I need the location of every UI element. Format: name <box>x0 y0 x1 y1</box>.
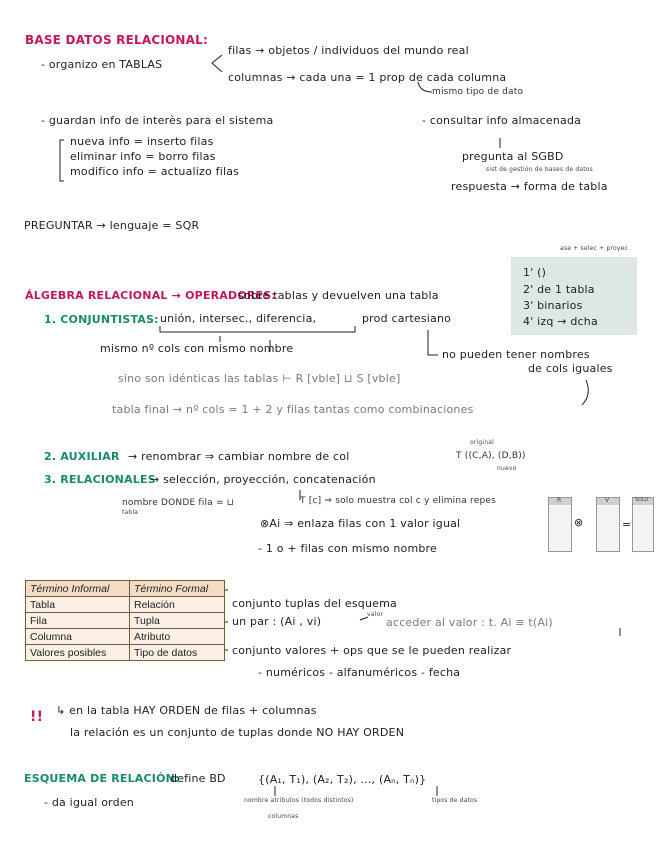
box-item: 1' () <box>523 266 547 279</box>
respuesta-text: respuesta → forma de tabla <box>451 180 608 193</box>
nuevo-note: nuevo <box>497 465 517 472</box>
mini-label: V <box>605 497 610 504</box>
relacionales-label: 3. RELACIONALES <box>44 473 156 486</box>
no-pueden-text: no pueden tener nombres <box>442 348 590 361</box>
filas-text: filas → objetos / individuos del mundo real <box>228 44 469 57</box>
auxiliar-label: 2. AUXILIAR <box>44 450 120 463</box>
renombrar-formula: T ((C,A), (D,B)) <box>456 451 526 461</box>
nombre-donde-text: nombre DONDE fila = ⊔ <box>122 498 234 508</box>
box-item: 3' binarios <box>523 299 583 312</box>
filas-mismo-text: - 1 o + filas con mismo nombre <box>258 542 437 555</box>
warning-line-2: la relación es un conjunto de tuplas donde NO HAY ORDEN <box>70 726 405 739</box>
box-item: 4' izq → dcha <box>523 315 598 328</box>
preguntar-text: PREGUNTAR → lenguaje = SQR <box>24 219 200 232</box>
original-note: original <box>470 439 495 446</box>
columnas-note: columnas <box>268 813 299 820</box>
tipo-datos-note: conjunto valores + ops que se le pueden realizar <box>232 644 512 657</box>
relacionales-text: → selección, proyección, concatenación <box>150 473 376 486</box>
operator-order-box <box>511 257 637 335</box>
nombre-atributos-note: nombre atributos (todos distintos) <box>244 797 354 804</box>
table-cell: Valores posibles <box>26 645 130 661</box>
interest-text: - guardan info de interès para el sistema <box>41 114 274 127</box>
mismo-tipo-text: mismo tipo de dato <box>432 87 524 97</box>
esquema-label: ESQUEMA DE RELACIÓN: <box>24 772 180 785</box>
box-item: 2' de 1 tabla <box>523 283 595 296</box>
box-note: ase + selec + proyec <box>560 245 629 252</box>
mini-label: SOLU <box>635 497 649 503</box>
mini-table-solu <box>632 497 654 552</box>
table-header-row <box>26 581 225 597</box>
esquema-orden: - da igual orden <box>44 796 134 809</box>
esquema-formula: {(A₁, T₁), (A₂, T₂), ..., (Aₙ, Tₙ)} <box>258 773 427 786</box>
table-cell: Fila <box>26 613 130 629</box>
page-title: BASE DATOS RELACIONAL: <box>25 33 208 47</box>
table-header: Término Informal <box>26 581 130 597</box>
mini-table-v <box>596 497 620 552</box>
modifico-info-text: modifico info = actualizo filas <box>70 165 240 178</box>
acceder-note: acceder al valor : t. Ai ≡ t(Ai) <box>386 616 553 629</box>
table-row <box>26 613 225 629</box>
consultar-text: - consultar info almacenada <box>422 114 582 127</box>
mini-label: R <box>557 497 562 504</box>
table-row <box>26 597 225 613</box>
mismo-cols-text: mismo nº cols con mismo nombre <box>100 342 294 355</box>
mini-table-r <box>548 497 572 552</box>
warning-icon: !! <box>30 709 44 725</box>
proyeccion-text: T [c] ⇒ solo muestra col c y elimina repes <box>300 496 497 506</box>
algebra-title: ÁLGEBRA RELACIONAL → OPERADORES: <box>25 289 276 302</box>
table-cell: Atributo <box>130 629 225 645</box>
table-cell: Tupla <box>130 613 225 629</box>
auxiliar-text: → renombrar ⇒ cambiar nombre de col <box>128 450 350 463</box>
terms-table <box>25 580 225 661</box>
enlaza-text: ⊗Ai ⇒ enlaza filas con 1 valor igual <box>260 517 461 530</box>
algebra-title-rest: sobre tablas y devuelven una tabla <box>238 289 439 302</box>
table-row <box>26 629 225 645</box>
warning-line-1: ↳ en la tabla HAY ORDEN de filas + columnas <box>56 704 317 717</box>
conjuntistas-label: 1. CONJUNTISTAS: <box>44 313 159 326</box>
tabla-final-text: tabla final → nº cols = 1 + 2 y filas tantas como combinaciones <box>112 403 474 416</box>
tipos-datos-note: tipos de datos <box>432 797 478 804</box>
pregunta-text: pregunta al SGBD <box>462 150 564 163</box>
eliminar-info-text: eliminar info = borro filas <box>70 150 216 163</box>
sgbd-note: sist de gestión de bases de datos <box>486 166 593 173</box>
tipos-list: - numéricos - alfanuméricos - fecha <box>258 666 461 679</box>
esquema-text: define BD <box>170 772 226 785</box>
tabla-note: tabla <box>122 509 139 516</box>
equals-symbol: = <box>622 518 632 531</box>
prod-cartesiano: prod cartesiano <box>362 312 452 325</box>
table-cell: Relación <box>130 597 225 613</box>
organize-text: - organizo en TABLAS <box>41 58 163 71</box>
table-cell: Tabla <box>26 597 130 613</box>
columnas-text: columnas → cada una = 1 prop de cada columna <box>228 71 507 84</box>
tupla-note: un par : (Ai , vi) <box>232 615 322 628</box>
table-header: Término Formal <box>130 581 225 597</box>
valor-note: valor <box>367 611 384 618</box>
de-cols-text: de cols iguales <box>528 362 613 375</box>
table-cell: Columna <box>26 629 130 645</box>
table-cell: Tipo de datos <box>130 645 225 661</box>
join-symbol: ⊗ <box>574 516 584 529</box>
conjuntistas-ops: unión, intersec., diferencia, <box>160 312 317 325</box>
nueva-info-text: nueva info = inserto filas <box>70 135 214 148</box>
relacion-note: conjunto tuplas del esquema <box>232 597 397 610</box>
table-row <box>26 645 225 661</box>
sino-text: sino son idénticas las tablas ⊢ R [vble] ⊔ S [vble] <box>118 372 401 385</box>
